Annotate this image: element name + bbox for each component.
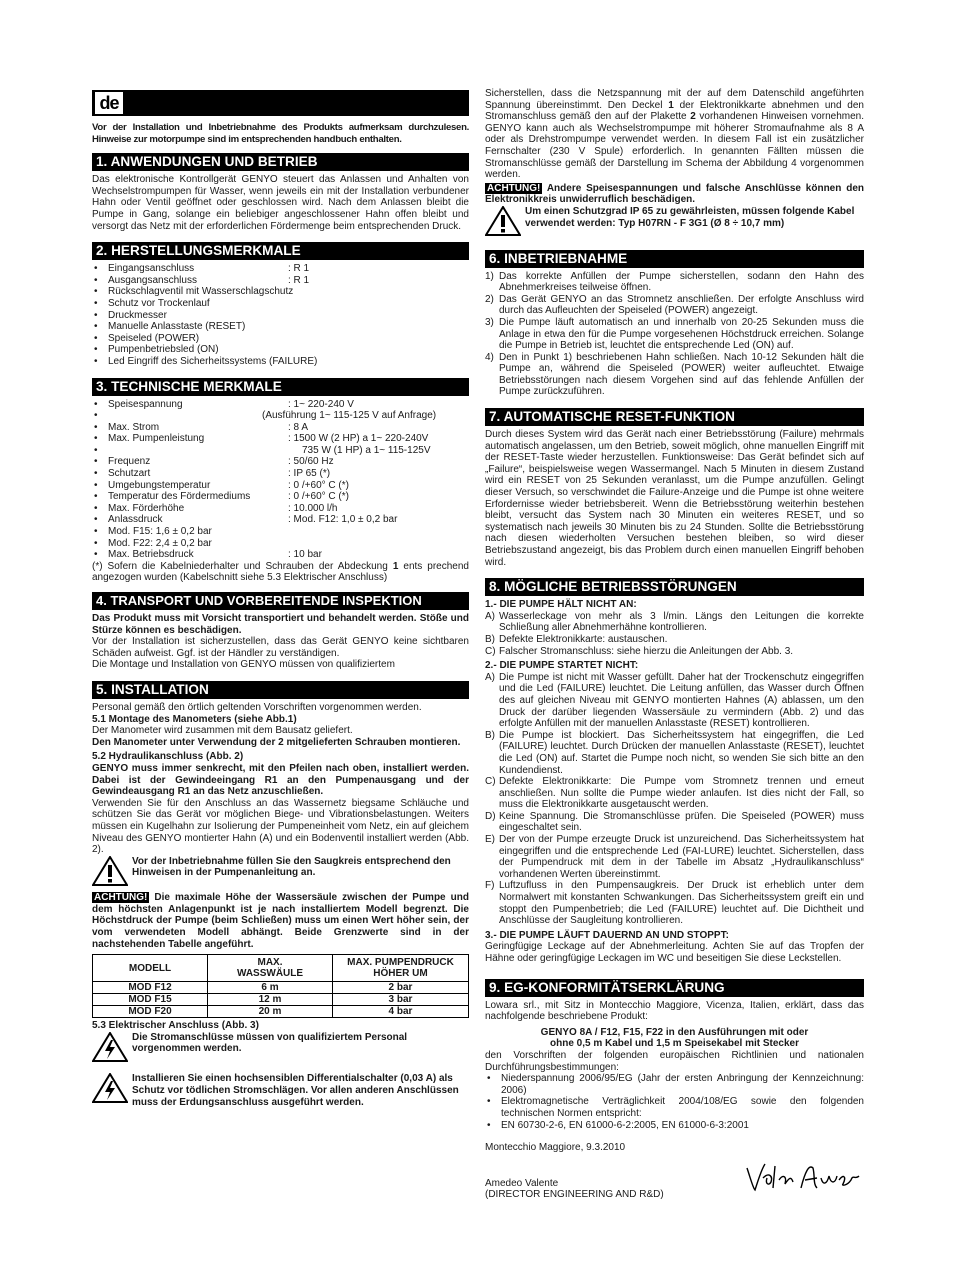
list-item: A) Wasserleckage von mehr als 3 l/min. Längs den Leitungen die korrekte Schließung aller Abnehmerhähne kontrollieren.	[485, 610, 864, 634]
section-4-bold: Das Produkt muss mit Vorsicht transportiert und behandelt werden. Stöße und Stürze können es beschädigen.	[92, 613, 469, 636]
directives-list	[485, 1073, 864, 1131]
fault-heading-2: 2.- DIE PUMPE STARTET NICHT:	[485, 660, 639, 672]
section-4-text: Vor der Installation ist sicherzustellen, dass das Gerät GENYO keine sichtbaren Schäden aufweist. Ggf. ist der Händler zu verständigen.	[92, 636, 469, 659]
list-item: • Speisespannung : 1~ 220-240 V	[92, 399, 469, 411]
warning-exclamation-icon	[92, 856, 132, 890]
list-item: 4) Den in Punkt 1) beschriebenen Hahn schließen. Nach 10-12 Sekunden hält die Pumpe an, während die Speiseled (POWER) weiter aufleuchtet. Etwaige Betriebsstörungen nach diesem Vorgehen sind auf das fehlende Anfüllen der Pumpe zurückzuführen.	[485, 351, 864, 398]
attention-water-column: ACHTUNG! Die maximale Höhe der Wassersäule zwischen der Pumpe und dem höchsten Anlagenpunkt ist je nach installiertem Modell begrenzt. Die Höchstdruck der Pumpe (beim Schließen) muss um einen Wert höher sein, der vom verwendeten Modell abhängt. Beide Grenzwerte sind in der nachstehenden Tabelle angeführt.	[92, 892, 469, 950]
list-item: • Max. Förderhöhe : 10.000 l/h	[92, 503, 469, 515]
declaration-product-1: GENYO 8A / F12, F15, F22 in den Ausführungen mit oder	[540, 1026, 809, 1038]
list-item: B) Defekte Elektronikkarte: austauschen.	[485, 633, 668, 645]
fault-heading-3: 3.- DIE PUMPE LÄUFT DAUERND AN UND STOPPT:	[485, 929, 729, 941]
attention-badge: ACHTUNG!	[487, 182, 541, 194]
list-item: A) Die Pumpe ist nicht mit Wasser gefüllt. Daher hat der Trockenschutz eingegriffen und die Led (FAILURE) leuchtet. Die Leitung anfüllen, das Wasser durch Öffnen des auf gleichen Niveau mit GENYO montierten Hahnes (A) ablassen, um den Druck der darüber liegenden Wassersäule zu vermindern (Abb. 2) und das erfolgte Anfüllen mit der manuellen Anlasstaste (RESET) kontrollieren.	[485, 671, 864, 730]
list-item: • Schutzart : IP 65 (*)	[92, 468, 469, 480]
section-5-text: Personal gemäß den örtlich geltenden Vorschriften vorgenommen werden.	[92, 701, 422, 713]
table-header-row	[93, 955, 469, 982]
section-title-7: 7. AUTOMATISCHE RESET-FUNKTION	[485, 408, 864, 426]
list-item: • Schutz vor Trockenlauf	[92, 298, 469, 310]
fault-list-2	[485, 672, 864, 927]
fault-text-3: Geringfügige Leckage auf der Abnehmerleitung. Achten Sie auf das Tropfen der Hähne oder geringfügige Leckagen im WC und beseitigen Sie diese Leckstellen.	[485, 941, 864, 964]
list-item: E) Der von der Pumpe erzeugte Druck ist unzureichend. Das Sicherheitssystem hat eingegriffen und die entsprechende Led (FAI-LURE) leuchtet. Sicherstellen, dass der Pumpendruck mit dem in der Tabelle im Absatz „Hydraulikanschluss“ vorhandenen Werten übereinstimmt.	[485, 834, 864, 880]
list-item: • Druckmesser	[92, 310, 469, 322]
warning-electrical: Die Stromanschlüsse müssen von qualifiziertem Personal vorgenommen werden.	[92, 1032, 469, 1066]
pressure-table	[92, 954, 469, 1018]
subsection-5-1: 5.1 Montage des Manometers (siehe Abb.1)	[92, 713, 297, 725]
section-title-2: 2. HERSTELLUNGSMERKMALE	[92, 242, 469, 260]
fault-heading-1: 1.- DIE PUMPE HÄLT NICHT AN:	[485, 599, 637, 611]
list-item-sub: • (Ausführung 1~ 115-125 V auf Anfrage)	[92, 410, 469, 422]
section-title-1: 1. ANWENDUNGEN UND BETRIEB	[92, 153, 469, 171]
list-item: • Temperatur des Fördermediums : 0 /+60° C (*)	[92, 491, 469, 503]
list-item: 1) Das korrekte Anfüllen der Pumpe sicherstellen, sodann den Hahn des Abnehmerkreises teilweise öffnen.	[485, 270, 864, 294]
section-title-4: 4. TRANSPORT UND VORBEREITENDE INSPEKTION	[92, 592, 469, 610]
list-item: B) Die Pumpe ist blockiert. Das Sicherheitssystem hat eingegriffen, die Led (FAILURE) leuchtet. Durch Drücken der manuellen Anlasstaste (RESET), leuchtet die Led (ON) auf. Startet die Pumpe noch nicht, so wenden Sie sich bitte an den Kundendienst.	[485, 729, 864, 776]
fault-list-1	[485, 611, 864, 657]
warning-exclamation-icon	[485, 206, 525, 240]
signature	[743, 1158, 863, 1194]
list-item: F) Luftzufluss in den Pumpensaugkreis. Der Druck ist erheblich unter dem Normalwert mit konstanten Schwankungen. Das Sicherheitssystem greift ein und stoppt den Pumpenbetrieb; die Led (FAILURE) leuchtet auf. Die Dichtheit und Anschlüsse der Saugleitung kontrollieren.	[485, 880, 864, 927]
electric-shock-warning-icon	[92, 1073, 132, 1107]
list-item: • Niederspannung 2006/95/EG (Jahr der ersten Anbringung der Kennzeichnung: 2006)	[485, 1073, 864, 1096]
section-4-text2: Die Montage und Installation von GENYO müssen von qualifiziertem	[92, 659, 395, 671]
list-item: • Max. Betriebsdruck : 10 bar	[92, 549, 469, 561]
list-item: • Pumpenbetriebsled (ON)	[92, 344, 469, 356]
list-item: • Manuelle Anlasstaste (RESET)	[92, 321, 469, 333]
table-row: MOD F12 6 m 2 bar	[93, 982, 469, 994]
list-item: C) Defekte Elektronikkarte: Die Pumpe vom Stromnetz trennen und erneut anschließen. Nun sollte die Pumpe wieder anlaufen. Ist dies nicht der Fall, so muss die Elektronikkarte ausgetauscht werden.	[485, 776, 864, 811]
section-5-2-text: Verwenden Sie für den Anschluss an das Wassernetz biegsame Schläuche und schützen Sie das Gerät vor möglichen Biege- und Vibrationsbelastungen. Weiters müssen ein Kugelhahn zur Isolierung der Pumpeneinheit vom Netz, ein auf gleichem Niveau des GENYO montierter Hahn (A) und ein Bodenventil installiert werden (Abb. 2).	[92, 797, 469, 856]
signer-role: (DIRECTOR ENGINEERING AND R&D)	[485, 1189, 664, 1201]
warning-ip65: Um einen Schutzgrad IP 65 zu gewährleisten, müssen folgende Kabel verwendet werden: Typ H07RN - F 3G1 (Ø 8 ÷ 10,7 mm)	[485, 206, 864, 240]
list-item: • Umgebungstemperatur : 0 /+60° C (*)	[92, 480, 469, 492]
list-item: • Speiseled (POWER)	[92, 333, 469, 345]
section-title-8: 8. MÖGLICHE BETRIEBSSTÖRUNGEN	[485, 578, 864, 596]
declaration-product-2: ohne 0,5 m Kabel und 1,5 m Speisekabel mit Stecker	[550, 1038, 799, 1050]
left-column	[92, 90, 469, 1108]
list-item: • Led Eingriff des Sicherheitssystems (FAILURE)	[92, 356, 469, 368]
list-item: • Ausgangsanschluss : R 1	[92, 275, 469, 287]
table-header-cell: MAX. WASSWÄULE	[208, 955, 333, 982]
electric-shock-warning-icon	[92, 1032, 132, 1066]
right-column	[485, 88, 864, 1201]
section-title-6: 6. INBETRIEBNAHME	[485, 250, 864, 268]
section-7-text: Durch dieses System wird das Gerät nach einer Betriebsstörung (Failure) mehrmals automatisch angelassen, um den Betrieb, soweit möglich, ohne manuellen Eingriff mit der RESET-Taste wieder herzustellen. Funktionsweise: Das Gerät befindet sich auf „Failure“, beispielsweise wegen Wassermangel. Nach 5 Minuten in diesem Zustand wird ein RESET von 25 Sekunden veranlasst, um die Pumpe anzufüllen. Gelingt dieser Versuch, so verschwindet die Failure-Anzeige und die Pumpe ist ohne weitere Erfordernisse wieder betriebsbereit. Wenn die Betriebsstörung weiterhin bestehen bleibt, versucht das System nach 30 Minuten ein weiteres RESET, und so systematisch nach jeweils 30 Minuten bis zu 24 Stunden. Sollte die Betriebsstörung nach diesen wiederholten Versuchen bestehen bleiben, so wird dieser Betriebszustand angezeigt, bis das Problem durch einen manuellen Eingriff behoben wird.	[485, 429, 864, 568]
section-1-text: Das elektronische Kontrollgerät GENYO steuert das Anlassen und Anhalten von Wechselstrompumpen für Wasser, wenn jeweils ein mit der Installation verbundener Hahn oder Ventil geöffnet oder geschlossen wird. Nach dem Anlassen bleibt die Pumpe in Gang, solange ein beliebiger angeschlossener Hahn offen bleibt und versorgt das Netz mit der erforderlichen Fördermenge beim entsprechenden Druck.	[92, 174, 469, 232]
list-item: • Max. Pumpenleistung : 1500 W (2 HP) a 1~ 220-240V	[92, 433, 469, 445]
subsection-5-2: 5.2 Hydraulikanschluss (Abb. 2)	[92, 751, 244, 763]
list-item: • Rückschlagventil mit Wasserschlagschutz	[92, 286, 469, 298]
table-header-cell: MODELL	[93, 955, 208, 982]
signer-name: Amedeo Valente	[485, 1177, 559, 1189]
language-label: de	[94, 91, 124, 115]
specs-note: (*) Sofern die Kabelniederhalter und Schrauben der Abdeckung 1 ents prechend angezogen wurden (Kabelschnitt siehe 5.3 Elektrischer Anschluss)	[92, 560, 469, 584]
language-header	[92, 90, 469, 116]
list-item: 3) Die Pumpe läuft automatisch an und innerhalb von 20-25 Sekunden muss die Anlage in etwa den für die Pumpe vorgesehenen Höchstdruck erreichen. Solange die Pumpe in Betrieb ist, leuchtet die entsprechende Led (ON) auf.	[485, 316, 864, 352]
section-5-1-text: Der Manometer wird zusammen mit dem Bausatz geliefert.	[92, 725, 353, 737]
list-item: D) Keine Spannung. Die Stromanschlüsse prüfen. Die Speiseled (POWER) muss eingeschaltet sein.	[485, 810, 864, 834]
section-title-3: 3. TECHNISCHE MERKMALE	[92, 378, 469, 396]
list-item: C) Falscher Stromanschluss: siehe hierzu die Anleitungen der Abb. 3.	[485, 645, 794, 657]
section-5-2-bold: GENYO muss immer senkrecht, mit den Pfeilen nach oben, installiert werden. Dabei ist der Gewindeeingang R1 an den Pumpenausgang und der Gewindeausgang R1 an das Netz anzuschließen.	[92, 762, 469, 798]
intro-text: Vor der Installation und Inbetriebnahme des Produkts aufmerksam durchzulesen. Hinweise zur motorpumpe sind im entsprechenden handbuch enthalten.	[92, 122, 469, 145]
attention-badge: ACHTUNG!	[94, 892, 148, 904]
list-item: • EN 60730-2-6, EN 61000-6-2:2005, EN 61000-6-3:2001	[485, 1120, 864, 1132]
list-item-sub: • 735 W (1 HP) a 1~ 115-125V	[92, 445, 469, 457]
section-5-1-bold: Den Manometer unter Verwendung der 2 mitgelieferten Schrauben montieren.	[92, 736, 461, 748]
warning-differential: Installieren Sie einen hochsensiblen Differentialschalter (0,03 A) als Schutz vor tödlichen Stromschlägen. Vor allen anderen Anschlüssen muss der Erdungsanschluss ausgeführt werden.	[92, 1073, 469, 1108]
electrical-text: Sicherstellen, dass die Netzspannung mit der auf dem Datenschild angeführten Spannung übereinstimmt. Den Deckel 1 der Elektronikkarte abnehmen und den Stromanschluss gemäß den auf der Plakette 2 vorhandenen Hinweisen vornehmen. GENYO kann auch als Wechselstrompumpe mit höherer Stromaufnahme als 8 A oder als Drehstrompumpe verwendet werden. In diesem Fall ist ein zusätzlicher Fernschalter (230 V Spule) erforderlich. In genannten Fällten müssen die Stromanschlüsse gemäß der Darstellung im Schema der Abbildung 4 vorgenommen werden.	[485, 88, 864, 181]
warning-priming: Vor der Inbetriebnahme füllen Sie den Saugkreis entsprechend den Hinweisen in der Pumpenanleitung an.	[92, 856, 469, 890]
place-date: Montecchio Maggiore, 9.3.2010	[485, 1142, 626, 1154]
list-item: • Frequenz : 50/60 Hz	[92, 456, 469, 468]
list-item: • Max. Strom : 8 A	[92, 422, 469, 434]
specs-list	[92, 399, 469, 561]
declaration-text-2: den Vorschriften der folgenden europäischen Richtlinien und nationalen Durchführungsbestimmungen:	[485, 1049, 864, 1073]
table-row: MOD F15 12 m 3 bar	[93, 994, 469, 1006]
section-title-9: 9. EG-KONFORMITÄTSERKLÄRUNG	[485, 979, 864, 997]
list-item-sub: • Mod. F15: 1,6 ± 0,2 bar	[92, 526, 469, 538]
list-item: • Elektromagnetische Verträglichkeit 2004/108/EG sowie den folgenden technischen Normen entspricht:	[485, 1096, 864, 1119]
declaration-text: Lowara srl., mit Sitz in Montecchio Maggiore, Vicenza, Italien, erklärt, dass das nachfolgende beschriebene Produkt:	[485, 999, 864, 1023]
attention-voltage: ACHTUNG! Andere Speisespannungen und falsche Anschlüsse können den Elektronikkreis unwiderruflich beschädigen.	[485, 182, 864, 206]
list-item: • Anlassdruck : Mod. F12: 1,0 ± 0,2 bar	[92, 514, 469, 526]
list-item-sub: • Mod. F22: 2,4 ± 0,2 bar	[92, 538, 469, 550]
section-title-5: 5. INSTALLATION	[92, 681, 469, 699]
features-list	[92, 263, 469, 367]
startup-list	[485, 271, 864, 399]
list-item: • Eingangsanschluss : R 1	[92, 263, 469, 275]
table-header-cell: MAX. PUMPENDRUCK HÖHER UM	[333, 955, 469, 982]
table-row: MOD F20 20 m 4 bar	[93, 1006, 469, 1018]
list-item: 2) Das Gerät GENYO an das Stromnetz anschließen. Der erfolgte Anschluss wird durch das Aufleuchten der Speiseled (POWER) angezeigt.	[485, 293, 864, 317]
subsection-5-3: 5.3 Elektrischer Anschluss (Abb. 3)	[92, 1020, 259, 1032]
